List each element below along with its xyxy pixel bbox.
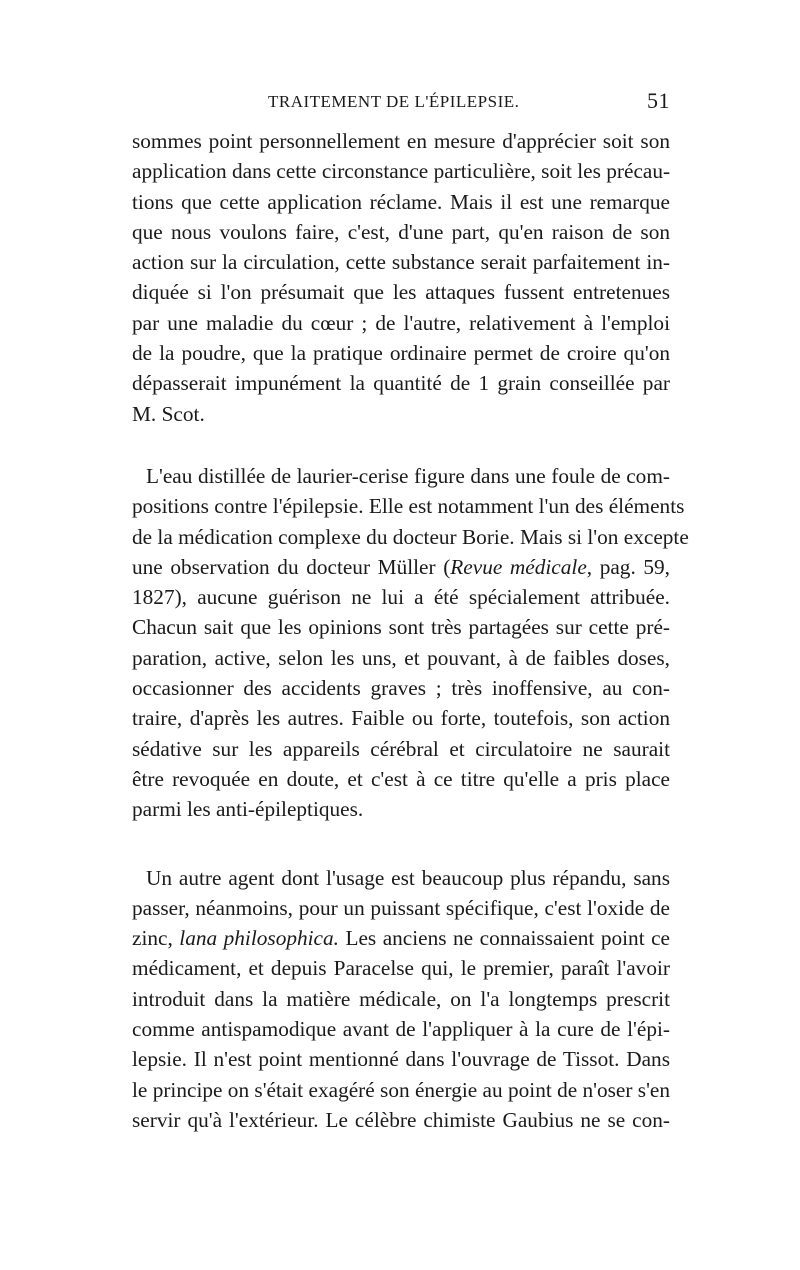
journal-title: Revue médicale (450, 554, 587, 579)
text-line: 1827), aucune guérison ne lui a été spécialement attribuée. (132, 585, 670, 610)
text-line: Un autre agent dont l'usage est beaucoup plus répandu, sans (146, 865, 670, 890)
paragraph-2 (132, 461, 689, 825)
text-line: lepsie. Il n'est point mentionné dans l'ouvrage de Tissot. Dans (132, 1047, 670, 1072)
text-line (132, 552, 670, 582)
running-header (132, 88, 670, 126)
text-line: positions contre l'épilepsie. Elle est notamment l'un des éléments (132, 494, 685, 519)
text-line: diquée si l'on présumait que les attaques fussent entretenues (132, 280, 670, 305)
text-line: de la médication complexe du docteur Borie. Mais si l'on excepte (132, 524, 689, 549)
text-line: comme antispamodique avant de l'appliquer à la cure de l'épi- (132, 1017, 670, 1042)
text-line: Chacun sait que les opinions sont très partagées sur cette pré- (132, 615, 670, 640)
text-line: sédative sur les appareils cérébral et circulatoire ne saurait (132, 736, 670, 761)
text-line: le principe on s'était exagéré son énergie au point de n'oser s'en (132, 1077, 671, 1102)
text-line: tions que cette application réclame. Mais il est une remarque (132, 189, 670, 214)
book-page (132, 88, 689, 1135)
text-segment: , pag. 59, (586, 554, 670, 579)
text-line: occasionner des accidents graves ; très inoffensive, au con- (132, 676, 670, 701)
text-line: M. Scot. (132, 401, 205, 426)
text-segment: une observation du docteur Müller ( (132, 554, 451, 579)
text-line: médicament, et depuis Paracelse qui, le premier, paraît l'avoir (132, 956, 670, 981)
text-line: L'eau distillée de laurier-cerise figure dans une foule de com- (146, 463, 670, 488)
page-number: 51 (647, 88, 670, 113)
text-line (132, 923, 670, 953)
text-line: introduit dans la matière médicale, on l'a longtemps prescrit (132, 986, 670, 1011)
text-segment: Les anciens ne connaissaient point ce (338, 926, 670, 951)
text-line: sommes point personnellement en mesure d'apprécier soit son (132, 129, 670, 153)
text-line: parmi les anti-épileptiques. (132, 797, 364, 822)
latin-term: lana philosophica. (179, 926, 339, 951)
running-title: TRAITEMENT DE L'ÉPILEPSIE. (268, 92, 520, 111)
text-line: traire, d'après les autres. Faible ou forte, toutefois, son action (132, 706, 670, 731)
text-line: action sur la circulation, cette substance serait parfaitement in- (132, 250, 670, 275)
paragraph-3 (132, 863, 670, 1136)
text-line: paration, active, selon les uns, et pouvant, à de faibles doses, (132, 645, 670, 670)
paragraph-1 (132, 126, 670, 429)
text-line: application dans cette circonstance particulière, soit les précau- (132, 159, 671, 184)
text-line: dépasserait impunément la quantité de 1 grain conseillée par (132, 371, 670, 396)
text-segment: zinc, (132, 926, 180, 951)
text-line: être revoquée en doute, et c'est à ce titre qu'elle a pris place (132, 766, 670, 791)
text-line: que nous voulons faire, c'est, d'une part, qu'en raison de son (132, 219, 670, 244)
text-line: servir qu'à l'extérieur. Le célèbre chimiste Gaubius ne se con- (132, 1107, 670, 1132)
text-line: par une maladie du cœur ; de l'autre, relativement à l'emploi (132, 310, 670, 335)
text-line: de la poudre, que la pratique ordinaire permet de croire qu'on (132, 341, 670, 366)
text-line: passer, néanmoins, pour un puissant spécifique, c'est l'oxide de (132, 895, 670, 920)
